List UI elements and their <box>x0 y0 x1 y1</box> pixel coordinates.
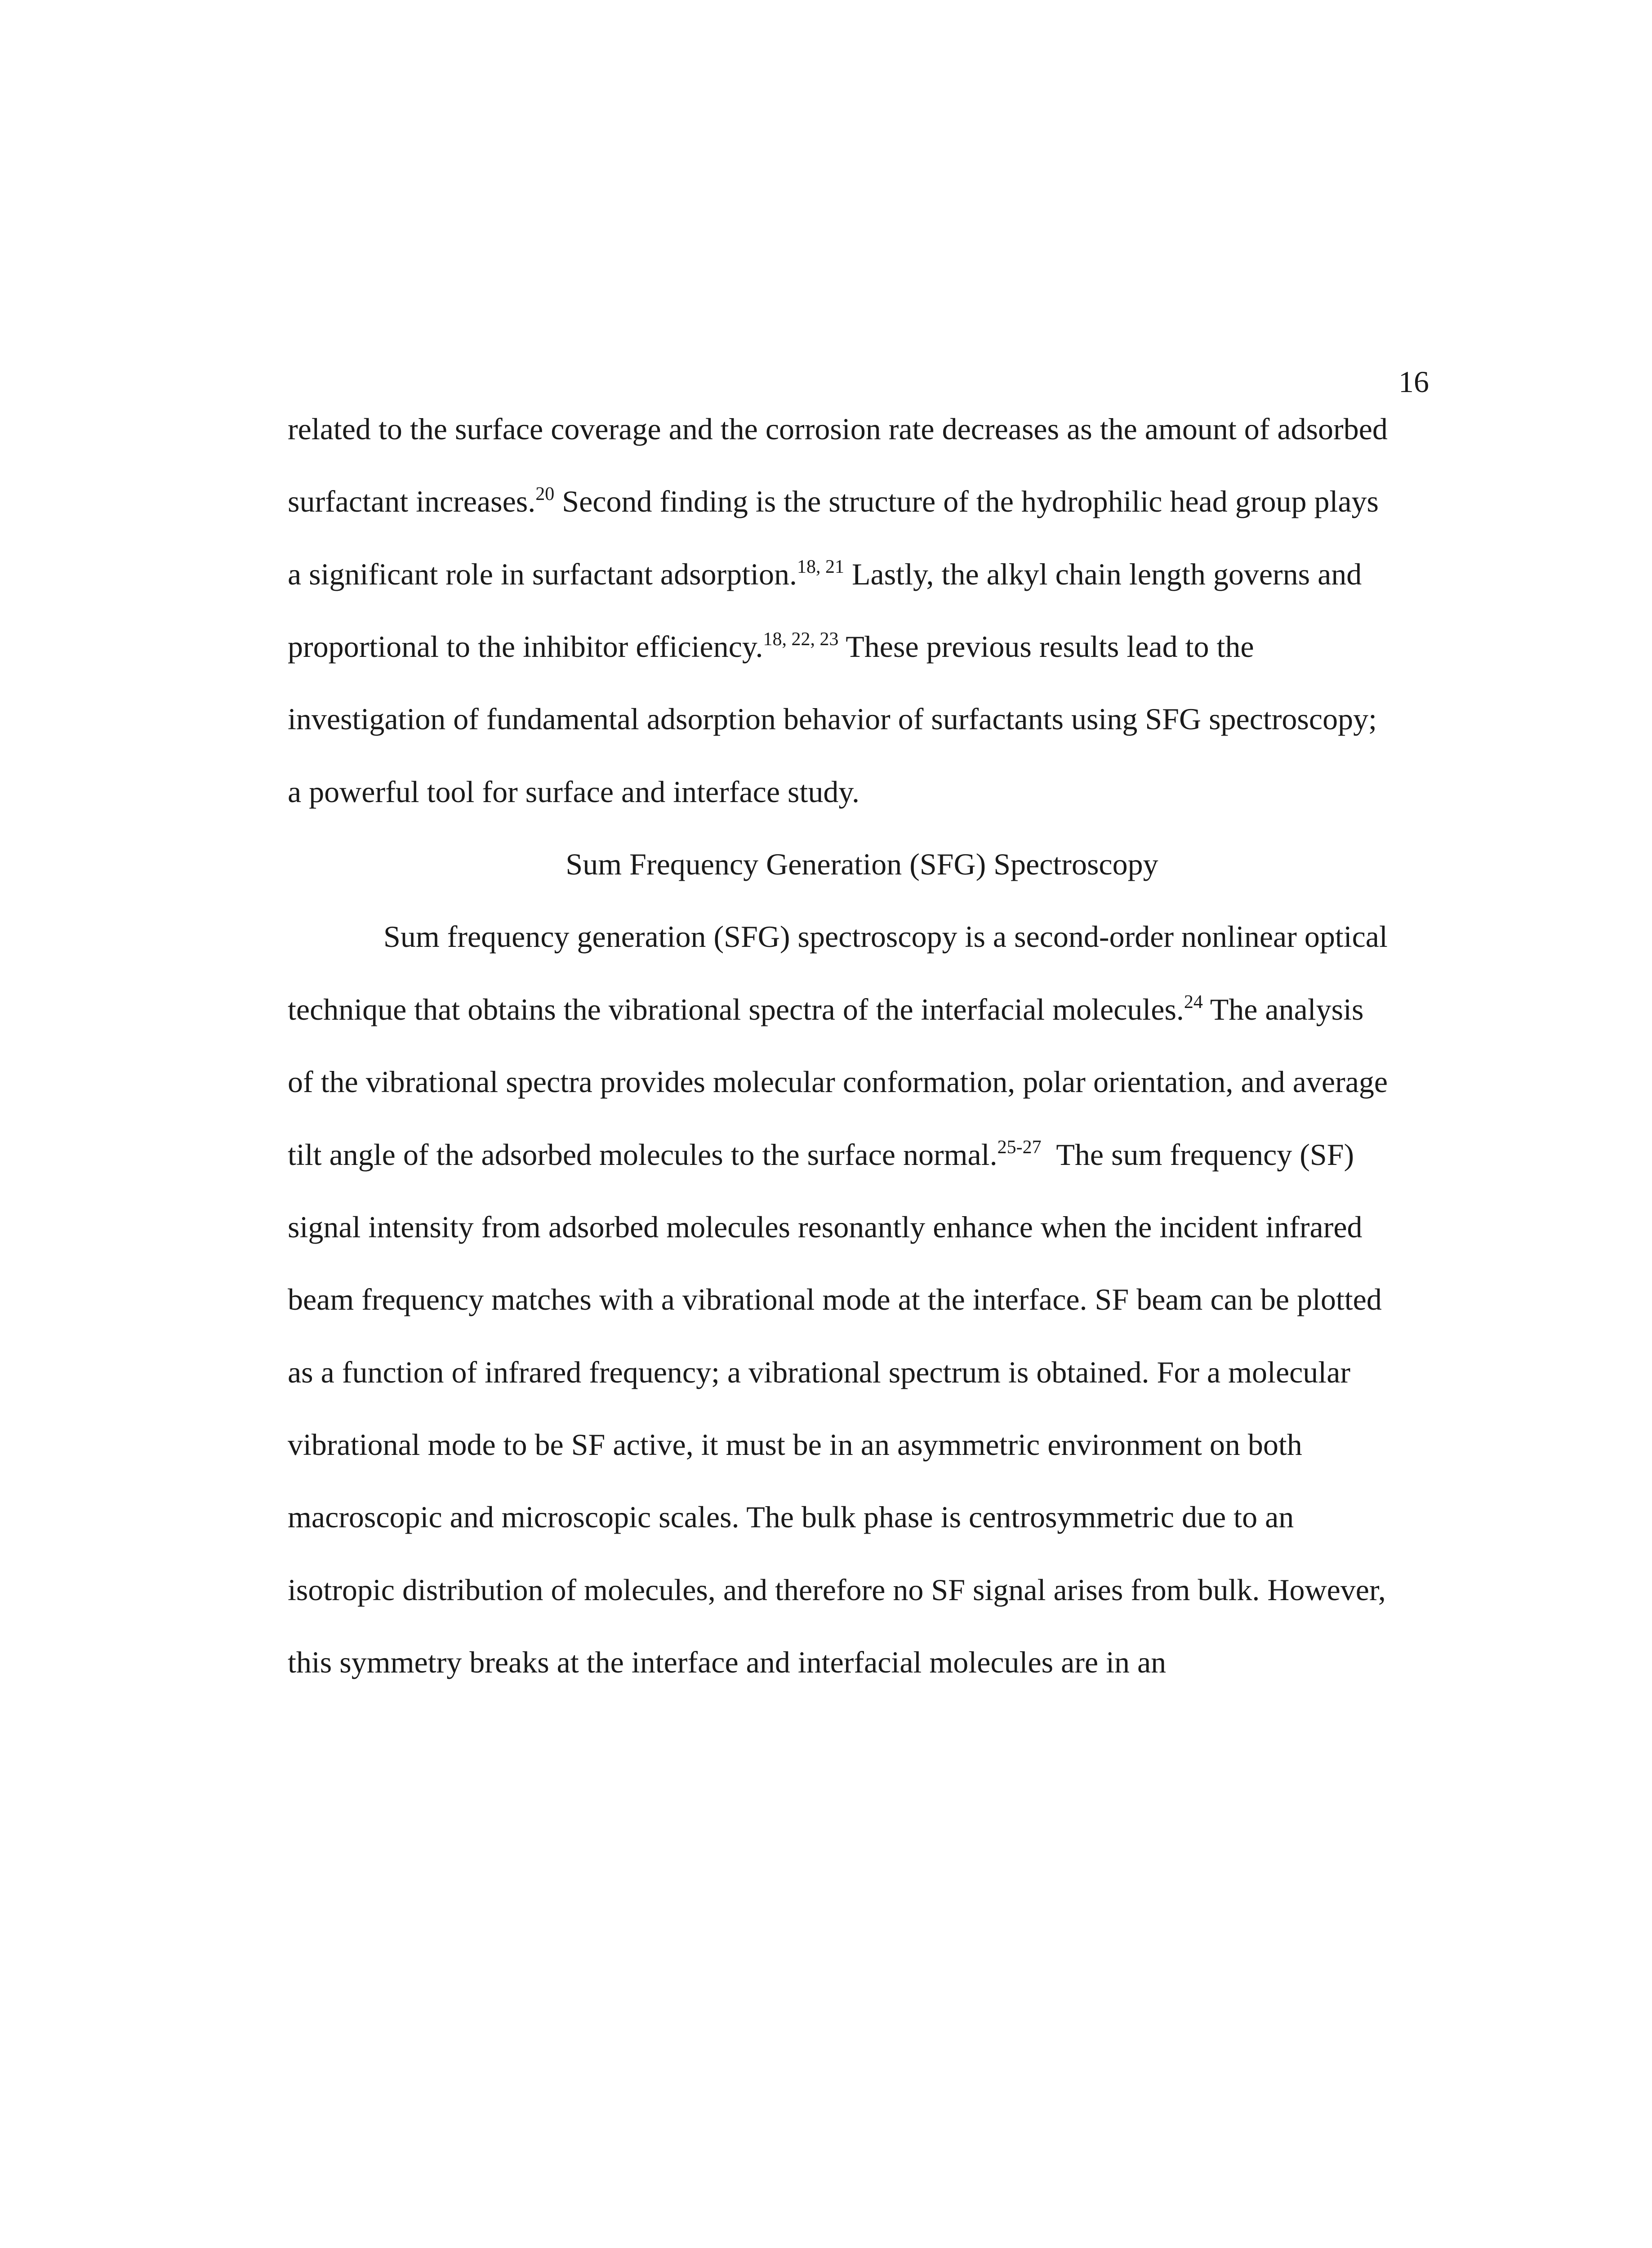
body-line: macroscopic and microscopic scales. The bulk phase is centrosymmetric due to an <box>288 1500 1294 1534</box>
body-line: surfactant increases.$^{20}$ Second finding is the structure of the hydrophilic head group plays <box>288 484 1379 518</box>
body-line: vibrational mode to be SF active, it must be in an asymmetric environment on both <box>288 1427 1302 1462</box>
body-line: isotropic distribution of molecules, and therefore no SF signal arises from bulk. However, <box>288 1573 1386 1607</box>
citation-superscript: 18, 22, 23 <box>763 629 839 650</box>
citation-superscript: 25-27 <box>997 1137 1042 1158</box>
body-line: a significant role in surfactant adsorption.$^{18, 21}$ Lastly, the alkyl chain length governs and <box>288 557 1362 591</box>
body-line: as a function of infrared frequency; a vibrational spectrum is obtained. For a molecular <box>288 1355 1351 1389</box>
citation-superscript: 24 <box>1184 992 1203 1012</box>
body-line: beam frequency matches with a vibrational mode at the interface. SF beam can be plotted <box>288 1282 1382 1316</box>
body-line: related to the surface coverage and the corrosion rate decreases as the amount of adsorbed <box>288 412 1388 446</box>
body-line: technique that obtains the vibrational spectra of the interfacial molecules.$^{24}$ The analysis <box>288 992 1364 1026</box>
page-number: 16 <box>1398 365 1429 399</box>
citation-superscript: 20 <box>535 484 555 504</box>
citation-superscript: 18, 21 <box>797 557 844 577</box>
body-line: signal intensity from adsorbed molecules resonantly enhance when the incident infrared <box>288 1210 1363 1244</box>
body-line: tilt angle of the adsorbed molecules to the surface normal.$^{25-27}$ The sum frequency (SF) <box>288 1137 1354 1172</box>
body-line: a powerful tool for surface and interface study. <box>288 775 859 809</box>
body-line: of the vibrational spectra provides molecular conformation, polar orientation, and average <box>288 1065 1388 1099</box>
body-line: this symmetry breaks at the interface and interfacial molecules are in an <box>288 1645 1167 1679</box>
body-line: proportional to the inhibitor efficiency.$^{18, 22, 23}$ These previous results lead to the <box>288 629 1254 664</box>
section-heading: Sum Frequency Generation (SFG) Spectroscopy <box>566 847 1158 881</box>
body-line: Sum frequency generation (SFG) spectroscopy is a second-order nonlinear optical <box>383 919 1388 954</box>
body-line: investigation of fundamental adsorption behavior of surfactants using SFG spectroscopy; <box>288 702 1377 736</box>
